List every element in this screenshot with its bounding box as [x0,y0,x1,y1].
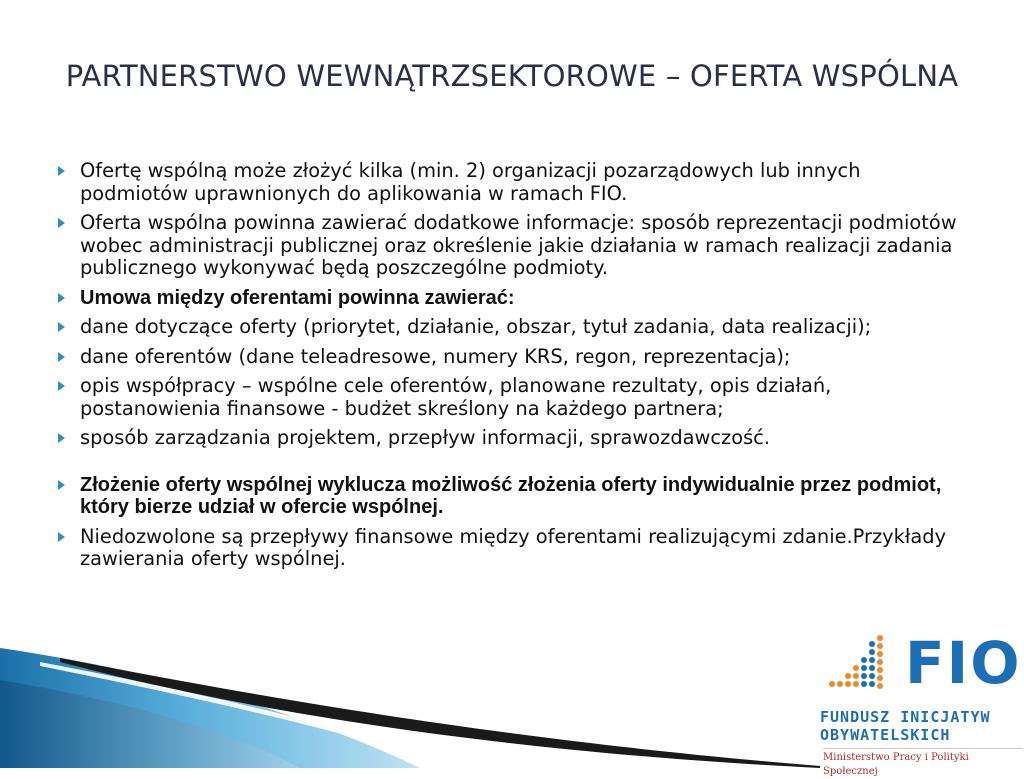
triangle-bullet-icon [58,293,65,303]
bullet-item [54,316,974,339]
bullet-text: Umowa między oferentami powinna zawierać: [80,286,515,309]
slide-title: PARTNERSTWO WEWNĄTRZSEKTOROWE – OFERTA WSPÓLNA [65,59,959,93]
bullet-text: dane dotyczące oferty (priorytet, działanie, obszar, tytuł zadania, data realizacji); [80,315,872,338]
bullet-item [54,375,974,420]
fio-logo [815,629,1024,777]
bullet-item [54,287,974,310]
triangle-bullet-icon [58,352,65,362]
triangle-bullet-icon [58,480,65,490]
triangle-bullet-icon [58,166,65,176]
bullet-item [54,427,974,450]
triangle-bullet-icon [58,532,65,542]
logo-fio-text: FIO [905,629,1022,697]
logo-obywatelskich-text: OBYWATELSKICH [820,726,951,744]
triangle-bullet-icon [58,433,65,443]
bullet-text: Ofertę wspólną może złożyć kilka (min. 2) organizacji pozarządowych lub innych podmiotów uprawnionych do aplikowania w ramach FIO. [80,159,861,205]
decorative-swoosh [0,600,820,768]
bullet-item [54,160,974,205]
triangle-bullet-icon [58,218,65,228]
triangle-bullet-icon [58,381,65,391]
triangle-bullet-icon [58,322,65,332]
logo-fundusz-text: FUNDUSZ INICJATYW [820,708,991,726]
bullet-item [54,474,974,519]
bullet-list [54,160,974,578]
bullet-text: opis współpracy – wspólne cele oferentów, planowane rezultaty, opis działań, postanowienia finansowe - budżet skreślony na każdego partnera; [80,374,832,420]
bullet-text: Oferta wspólna powinna zawierać dodatkowe informacje: sposób reprezentacji podmiotów wobec administracji publicznej oraz określenie jakie działania w ramach realizacji zadania publicznego wykonywać będą poszczególne podmioty. [80,211,957,279]
bullet-item [54,346,974,369]
bullet-text: Złożenie oferty wspólnej wyklucza możliwość złożenia oferty indywidualnie przez podmiot, który bierze udział w ofercie wspólnej. [80,473,942,518]
bullet-text: sposób zarządzania projektem, przepływ informacji, sprawozdawczość. [80,426,770,449]
bullet-text: Niedozwolone są przepływy finansowe między oferentami realizującymi zdanie.Przykłady zawierania oferty wspólnej. [80,524,947,570]
logo-ministry-text: Ministerstwo Pracy i Polityki Społecznej [823,748,1023,779]
dots-logo-icon [820,630,900,696]
bullet-item [54,526,974,571]
bullet-text: dane oferentów (dane teleadresowe, numery KRS, regon, reprezentacja); [80,344,791,368]
bullet-item [54,212,974,280]
